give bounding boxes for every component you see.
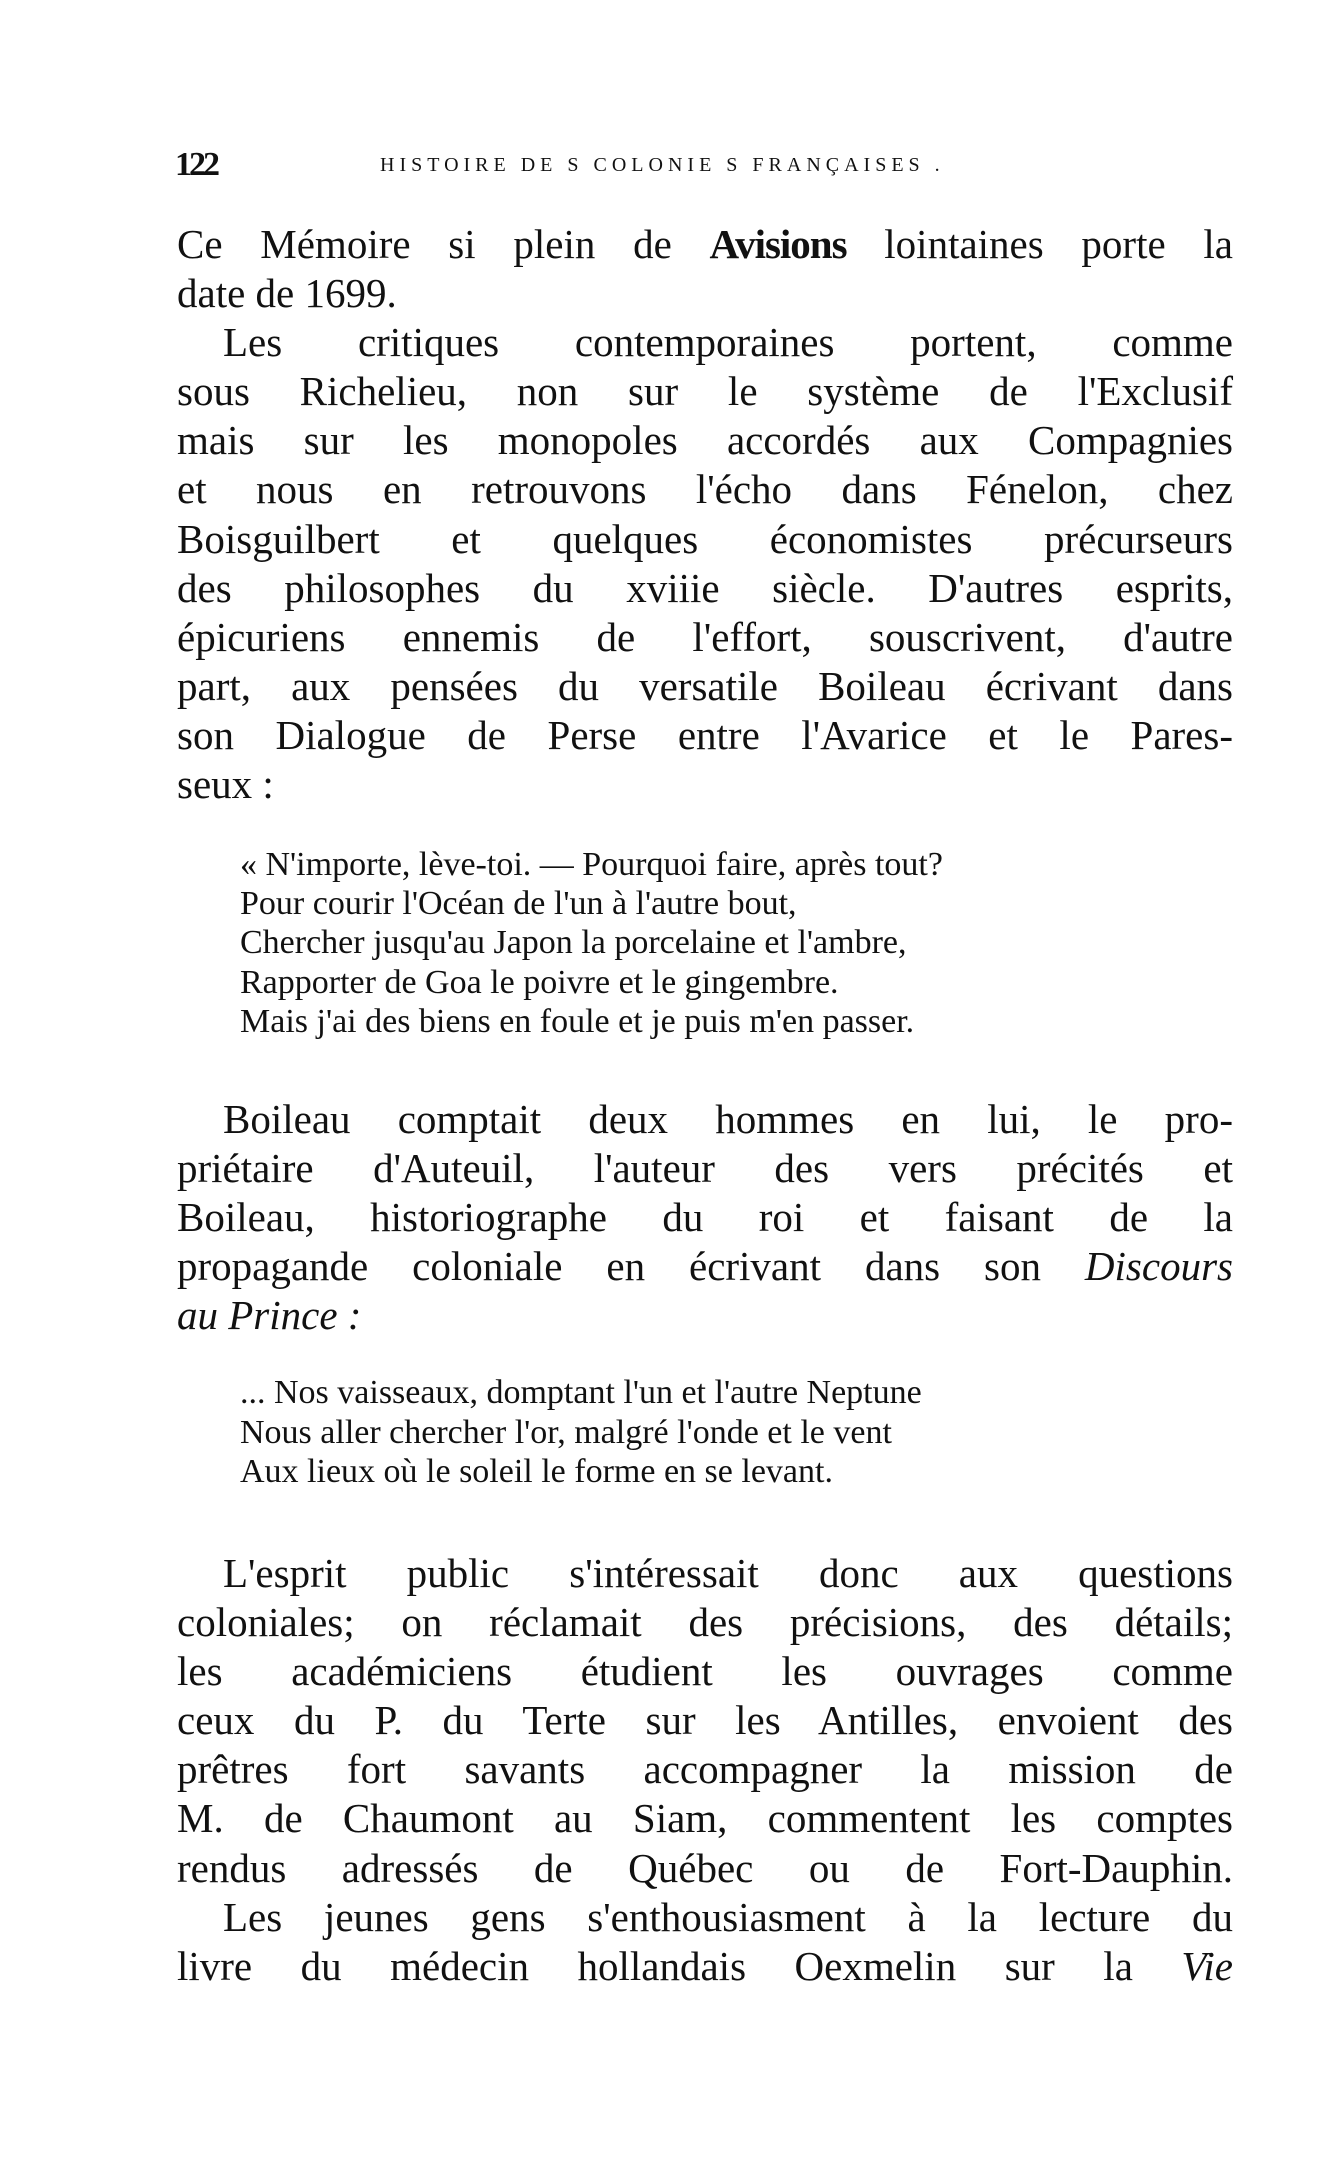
text-line [177,1144,1233,1193]
italic-text: Vie [1181,1942,1233,1989]
text-line [177,1647,1233,1696]
text-segment: des philosophes du xviiie siècle. D'autres esprits, [177,564,1233,611]
italic-text: Discours [1084,1243,1233,1290]
running-header [175,146,1235,182]
paragraph [177,220,1233,809]
verse-quotation [240,845,943,1041]
text-segment: L'esprit public s'intéressait donc aux questions [223,1550,1233,1596]
text-line [177,711,1233,760]
text-segment: Ce Mémoire si plein de [177,221,710,267]
text-line [177,662,1233,711]
verse-line: Aux lieux où le soleil le forme en se levant. [240,1453,833,1491]
text-segment: Boileau, historiographe du roi et faisant de la [177,1194,1233,1241]
text-segment: seux : [177,761,274,808]
text-segment: priétaire d'Auteuil, l'auteur des vers précités et [177,1145,1233,1192]
text-segment: rendus adressés de Québec ou de Fort-Dauphin. [177,1844,1233,1891]
text-line [177,1942,1233,1991]
text-line [177,465,1233,514]
running-title: HISTOIRE DE S COLONIE S FRANÇAISES . [380,154,945,176]
verse-line: ... Nos vaisseaux, domptant l'un et l'autre Neptune [240,1374,922,1411]
text-segment: son Dialogue de Perse entre l'Avarice et le Pares- [177,711,1233,758]
text-segment: sous Richelieu, non sur le système de l'Exclusif [177,368,1233,415]
verse-line: « N'importe, lève-toi. — Pourquoi faire, après tout? [240,846,943,883]
italic-text: au Prince : [177,1292,362,1339]
text-line [177,1696,1233,1745]
bold-text: Avisions [709,221,847,267]
text-line [177,367,1233,416]
text-line [177,613,1233,662]
text-segment: Les jeunes gens s'enthousiasment à la lecture du [223,1893,1233,1940]
text-line [177,1549,1233,1598]
text-line [177,1794,1233,1843]
verse-line: Nous aller chercher l'or, malgré l'onde et le vent [240,1413,892,1451]
text-segment: lointaines porte la [846,221,1233,267]
text-segment: mais sur les monopoles accordés aux Compagnies [177,417,1233,464]
text-segment: Boisguilbert et quelques économistes précurseurs [177,515,1233,562]
text-segment: épicuriens ennemis de l'effort, souscrivent, d'autre [177,613,1233,660]
paragraph [177,1095,1233,1340]
text-line [177,1095,1233,1144]
text-segment: M. de Chaumont au Siam, commentent les comptes [177,1795,1233,1842]
text-line [177,1291,1233,1340]
text-line [177,760,1233,809]
verse-line: Chercher jusqu'au Japon la porcelaine et l'ambre, [240,924,907,962]
text-line [177,416,1233,465]
text-segment: prêtres fort savants accompagner la mission de [177,1746,1233,1793]
text-line [177,1242,1233,1291]
text-segment: Boileau comptait deux hommes en lui, le pro- [223,1096,1233,1142]
text-segment: ceux du P. du Terte sur les Antilles, envoient des [177,1697,1233,1744]
verse-quotation [240,1373,922,1492]
text-line [177,318,1233,367]
page-number: 122 [175,146,217,183]
text-segment: date de 1699. [177,270,397,317]
text-line [177,1745,1233,1794]
text-segment: les académiciens étudient les ouvrages comme [177,1648,1233,1695]
text-line [177,220,1233,269]
text-segment: livre du médecin hollandais Oexmelin sur la [177,1942,1182,1989]
text-line [177,269,1233,318]
text-line [177,1893,1233,1942]
paragraph [177,1549,1233,1991]
text-line [177,564,1233,613]
text-segment: Les critiques contemporaines portent, comme [223,319,1233,366]
verse-line: Rapporter de Goa le poivre et le gingembre. [240,963,839,1001]
verse-line: Pour courir l'Océan de l'un à l'autre bout, [240,885,797,923]
text-line [177,1598,1233,1647]
text-line [177,515,1233,564]
text-segment: coloniales; on réclamait des précisions, des détails; [177,1599,1233,1646]
verse-line: Mais j'ai des biens en foule et je puis m'en passer. [240,1002,915,1040]
text-segment: propagande coloniale en écrivant dans son [177,1243,1085,1290]
text-line [177,1844,1233,1893]
text-segment: part, aux pensées du versatile Boileau écrivant dans [177,662,1233,709]
text-segment: et nous en retrouvons l'écho dans Fénelon, chez [177,466,1233,513]
text-line [177,1193,1233,1242]
